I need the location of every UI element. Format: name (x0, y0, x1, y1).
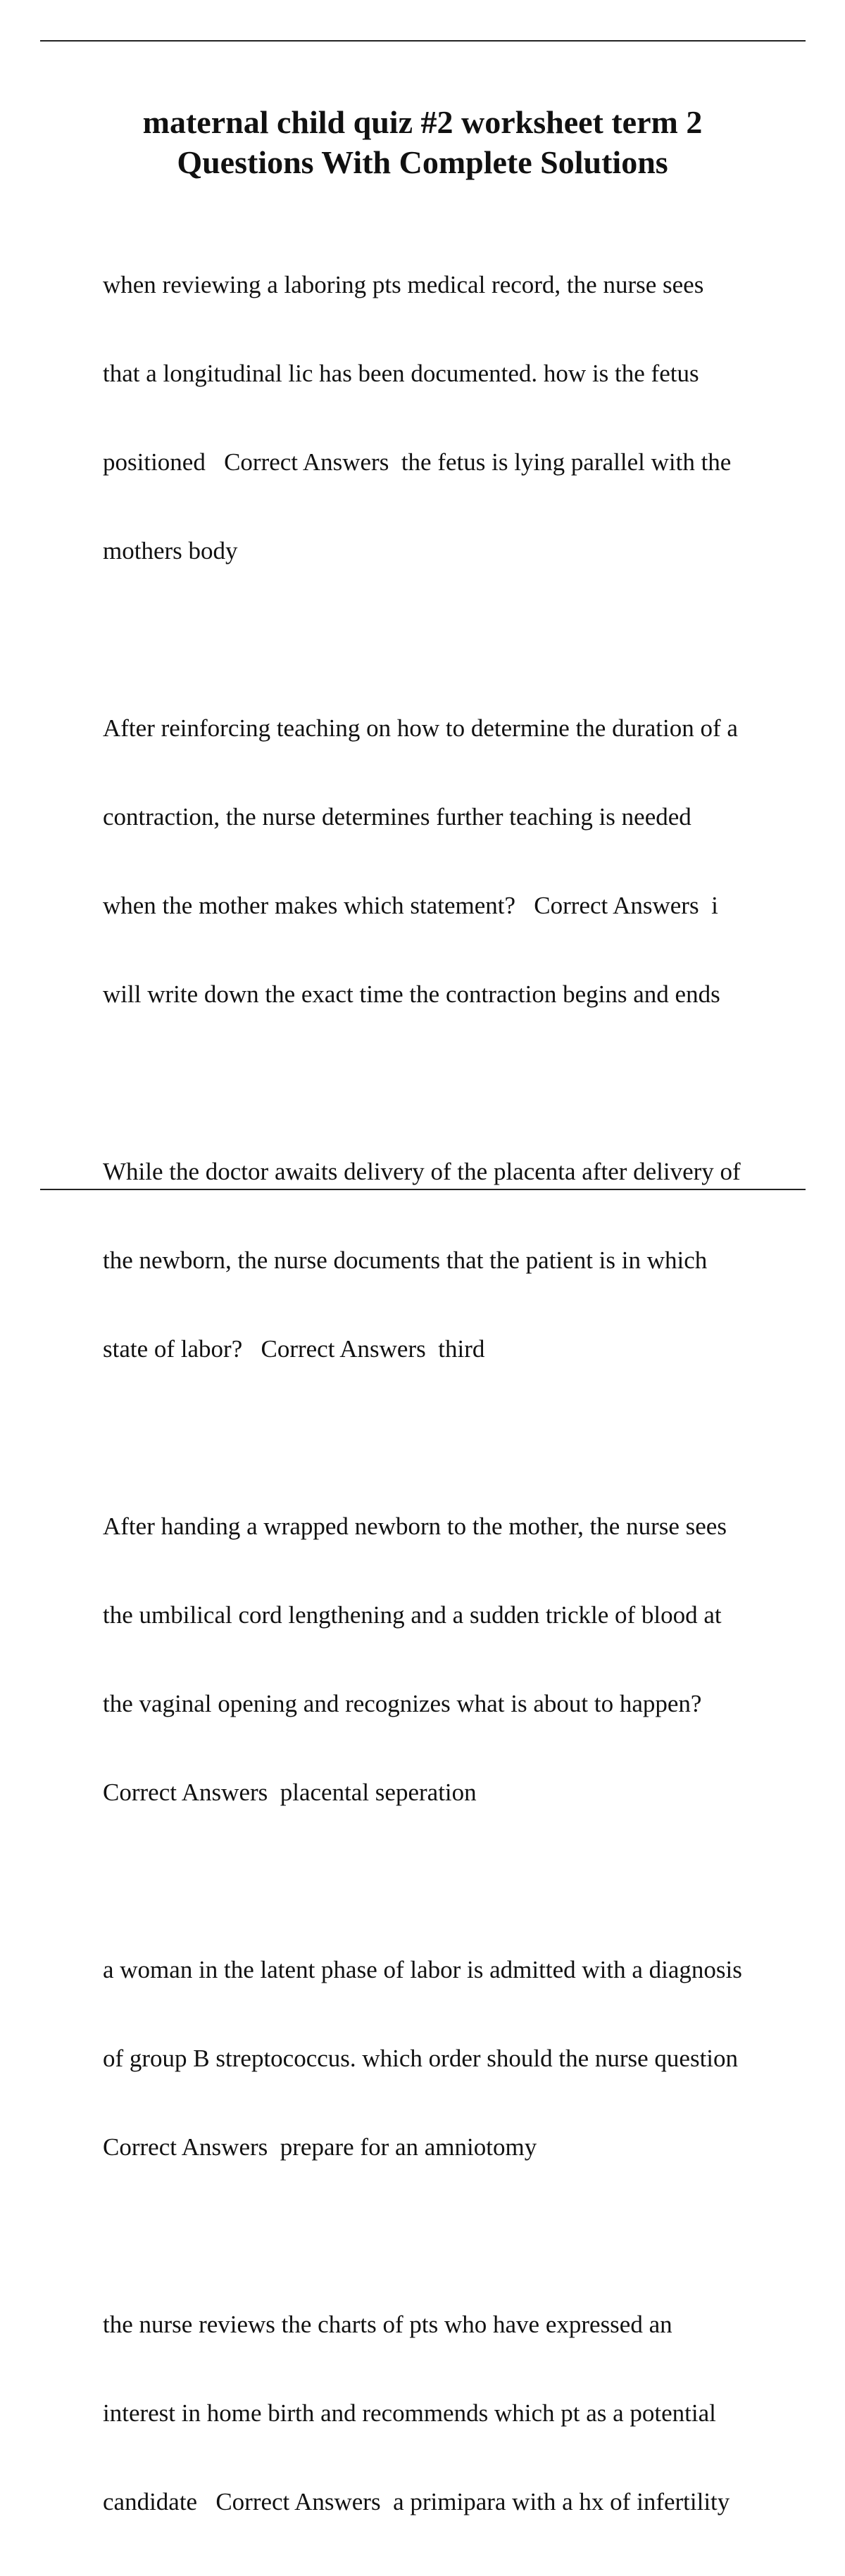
qa-line: mothers body (103, 537, 238, 564)
qa-line: contraction, the nurse determines further teaching is needed (103, 803, 691, 831)
qa-line: Correct Answers placental seperation (103, 1779, 477, 1806)
title-line-1: maternal child quiz #2 worksheet term 2 (142, 104, 703, 140)
qa-line: that a longitudinal lic has been documented. how is the fetus (103, 360, 699, 387)
qa-line: a woman in the latent phase of labor is admitted with a diagnosis (103, 1956, 742, 1983)
document-title (84, 102, 760, 182)
qa-line: the nurse reviews the charts of pts who have expressed an (103, 2311, 672, 2338)
qa-line: After reinforcing teaching on how to determine the duration of a (103, 714, 738, 742)
qa-item-6 (103, 2251, 779, 2576)
qa-line: the newborn, the nurse documents that the patient is in which (103, 1246, 708, 1274)
qa-line: interest in home birth and recommends which pt as a potential (103, 2399, 716, 2427)
qa-line: positioned Correct Answers the fetus is lying parallel with the (103, 448, 732, 476)
qa-item-5 (103, 1896, 779, 2221)
qa-item-3 (103, 1098, 779, 1423)
qa-line: candidate Correct Answers a primipara with a hx of infertility (103, 2488, 730, 2515)
qa-list (103, 211, 779, 2576)
qa-item-2 (103, 655, 779, 1068)
top-rule (40, 40, 806, 42)
qa-line: the umbilical cord lengthening and a sudden trickle of blood at (103, 1601, 722, 1629)
qa-line: After handing a wrapped newborn to the mother, the nurse sees (103, 1513, 727, 1540)
qa-line: Correct Answers prepare for an amniotomy (103, 2133, 537, 2161)
qa-line: when reviewing a laboring pts medical record, the nurse sees (103, 271, 704, 298)
qa-line: will write down the exact time the contraction begins and ends (103, 980, 720, 1008)
bottom-rule (40, 1189, 806, 1190)
title-line-2: Questions With Complete Solutions (177, 144, 668, 180)
qa-line: when the mother makes which statement? Correct Answers i (103, 892, 718, 919)
qa-line: the vaginal opening and recognizes what is about to happen? (103, 1690, 702, 1717)
qa-item-1 (103, 211, 779, 625)
qa-item-4 (103, 1453, 779, 1867)
qa-line: state of labor? Correct Answers third (103, 1335, 485, 1363)
qa-line: While the doctor awaits delivery of the placenta after delivery of (103, 1158, 741, 1185)
qa-line: of group B streptococcus. which order should the nurse question (103, 2045, 739, 2072)
